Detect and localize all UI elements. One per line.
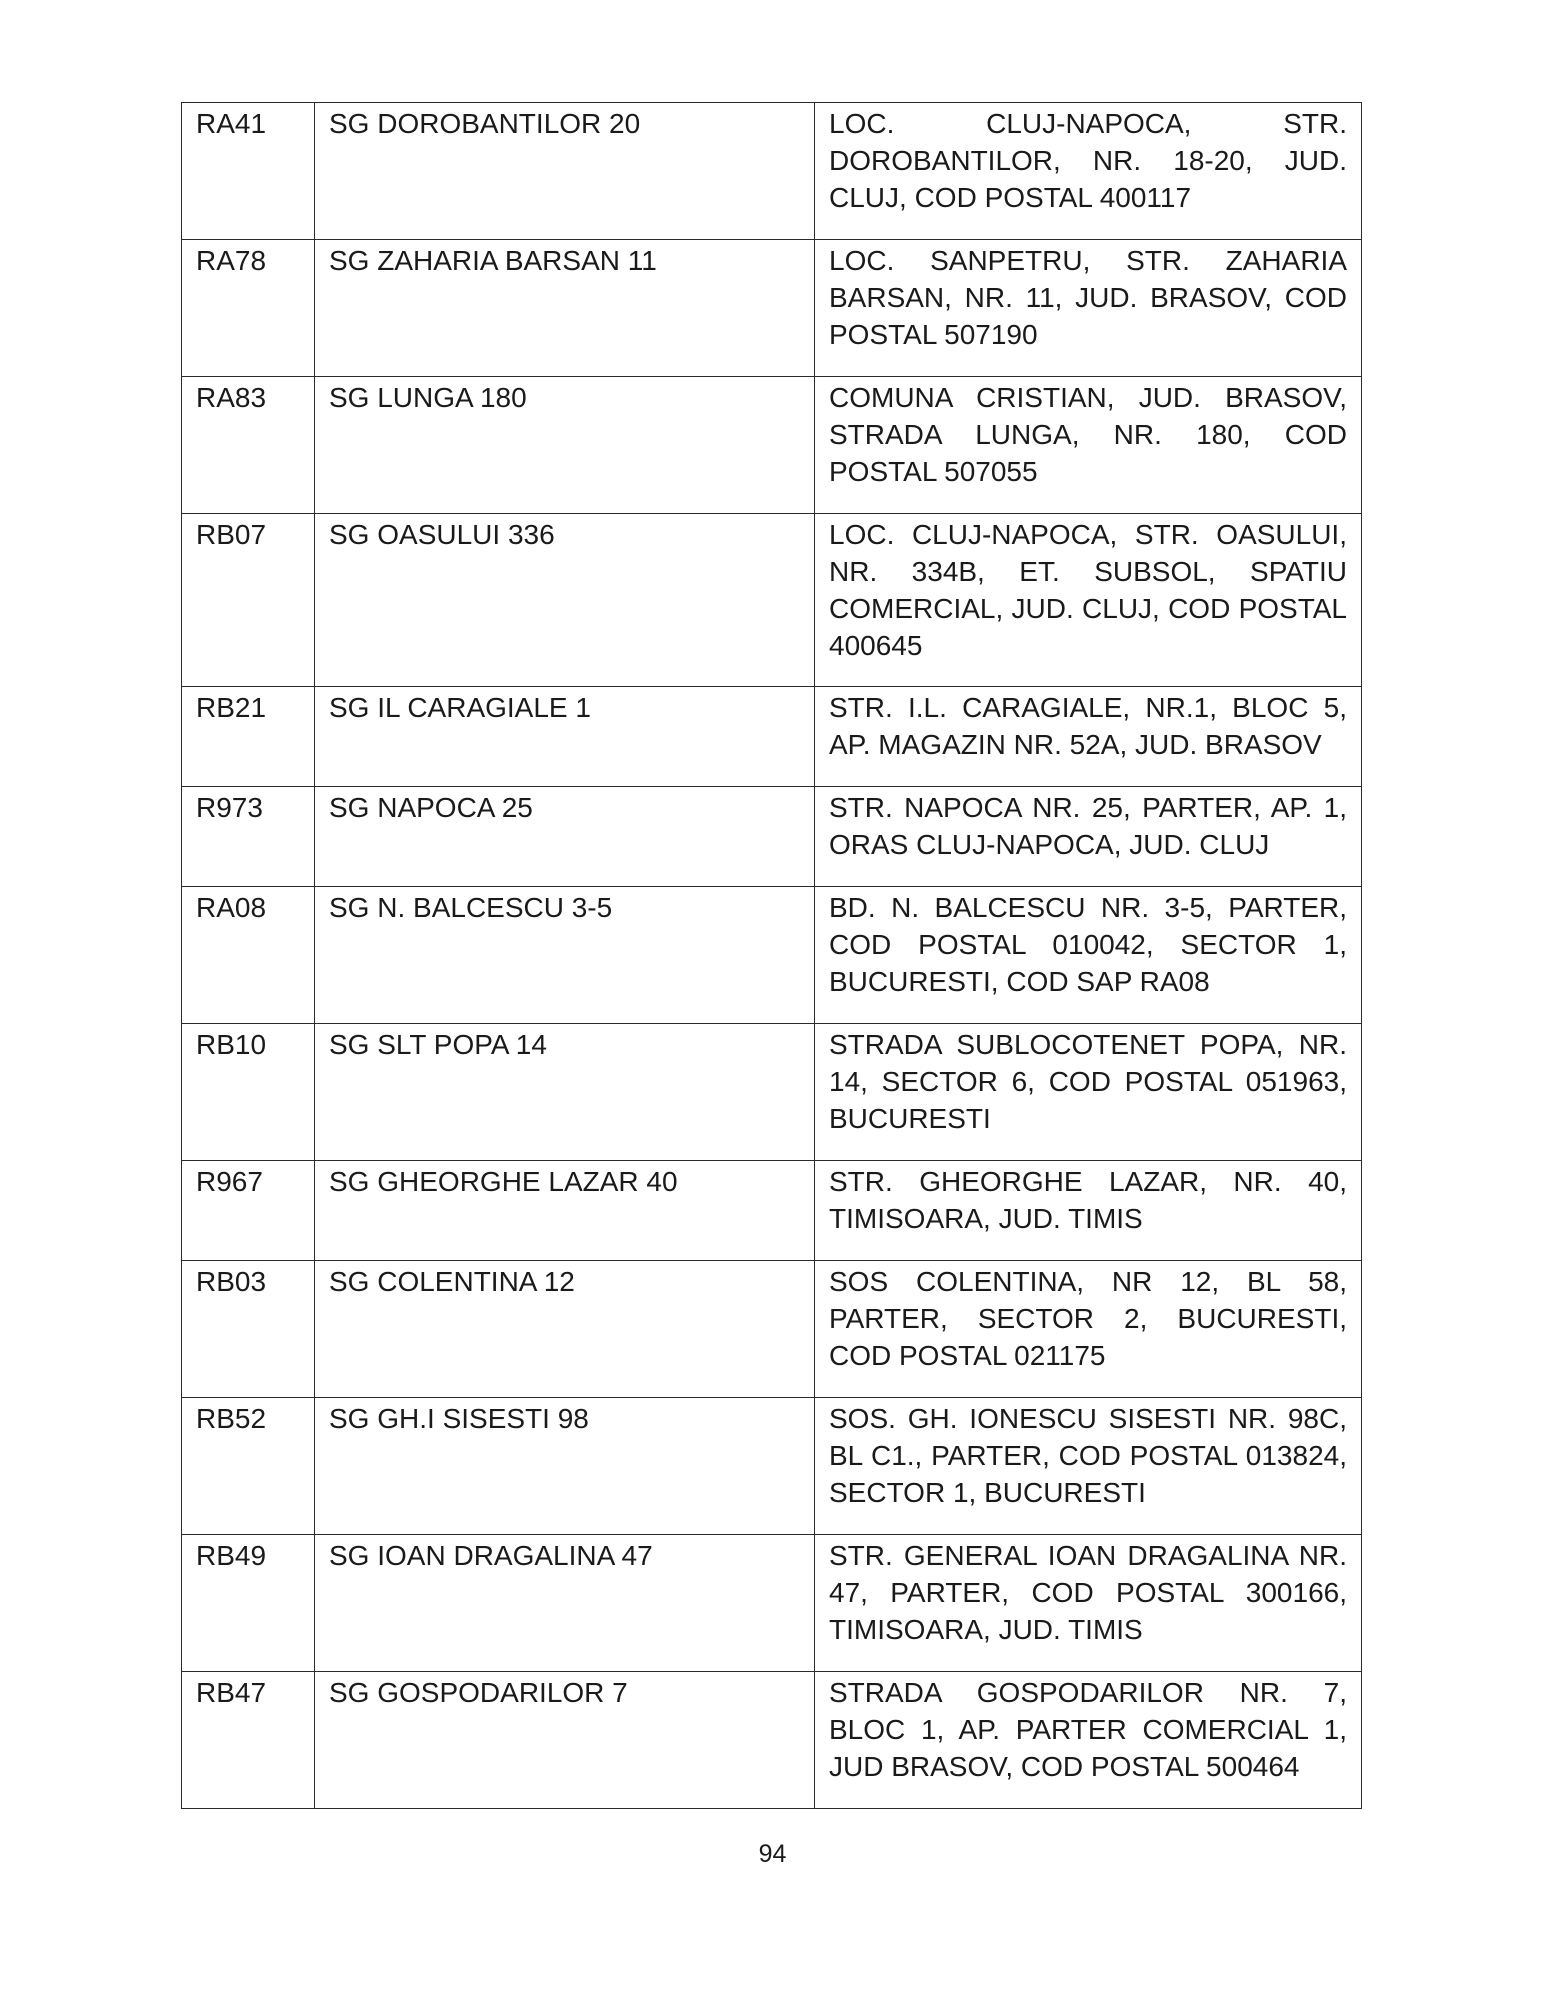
table-row — [182, 1535, 1362, 1672]
branch-name-cell: SG GOSPODARILOR 7 — [315, 1672, 815, 1809]
branch-code-cell: R967 — [182, 1161, 315, 1261]
branch-address-cell: SOS COLENTINA, NR 12, BL 58, PARTER, SECTOR 2, BUCURESTI, COD POSTAL 021175 — [815, 1261, 1362, 1398]
branch-address-cell: LOC. CLUJ-NAPOCA, STR. DOROBANTILOR, NR. 18-20, JUD. CLUJ, COD POSTAL 400117 — [815, 103, 1362, 240]
branch-address-cell: COMUNA CRISTIAN, JUD. BRASOV, STRADA LUNGA, NR. 180, COD POSTAL 507055 — [815, 377, 1362, 514]
branch-code-cell: RB03 — [182, 1261, 315, 1398]
table-row — [182, 240, 1362, 377]
branch-code-cell: RB49 — [182, 1535, 315, 1672]
branch-name-cell: SG GHEORGHE LAZAR 40 — [315, 1161, 815, 1261]
branch-address-cell: BD. N. BALCESCU NR. 3-5, PARTER, COD POSTAL 010042, SECTOR 1, BUCURESTI, COD SAP RA08 — [815, 887, 1362, 1024]
branch-address-cell: STR. GENERAL IOAN DRAGALINA NR. 47, PARTER, COD POSTAL 300166, TIMISOARA, JUD. TIMIS — [815, 1535, 1362, 1672]
branch-code-cell: RB10 — [182, 1024, 315, 1161]
table-row — [182, 1261, 1362, 1398]
branch-address-cell: STR. GHEORGHE LAZAR, NR. 40, TIMISOARA, JUD. TIMIS — [815, 1161, 1362, 1261]
branch-address-cell: STR. NAPOCA NR. 25, PARTER, AP. 1, ORAS CLUJ-NAPOCA, JUD. CLUJ — [815, 787, 1362, 887]
branch-address-cell: STRADA SUBLOCOTENET POPA, NR. 14, SECTOR 6, COD POSTAL 051963, BUCURESTI — [815, 1024, 1362, 1161]
branch-name-cell: SG ZAHARIA BARSAN 11 — [315, 240, 815, 377]
branch-code-cell: RA08 — [182, 887, 315, 1024]
branch-code-cell: RB52 — [182, 1398, 315, 1535]
branch-name-cell: SG LUNGA 180 — [315, 377, 815, 514]
branch-name-cell: SG N. BALCESCU 3-5 — [315, 887, 815, 1024]
table-row — [182, 687, 1362, 787]
branch-code-cell: RB47 — [182, 1672, 315, 1809]
table-row — [182, 377, 1362, 514]
table-row — [182, 1398, 1362, 1535]
branch-name-cell: SG SLT POPA 14 — [315, 1024, 815, 1161]
branch-code-cell: RA78 — [182, 240, 315, 377]
table-row — [182, 1672, 1362, 1809]
table-row — [182, 514, 1362, 687]
page-number: 94 — [758, 1840, 787, 1868]
branch-address-table — [181, 102, 1362, 1809]
branch-address-cell: LOC. SANPETRU, STR. ZAHARIA BARSAN, NR. 11, JUD. BRASOV, COD POSTAL 507190 — [815, 240, 1362, 377]
branch-name-cell: SG IL CARAGIALE 1 — [315, 687, 815, 787]
table-row — [182, 1161, 1362, 1261]
branch-name-cell: SG COLENTINA 12 — [315, 1261, 815, 1398]
branch-name-cell: SG IOAN DRAGALINA 47 — [315, 1535, 815, 1672]
branch-address-cell: STR. I.L. CARAGIALE, NR.1, BLOC 5, AP. MAGAZIN NR. 52A, JUD. BRASOV — [815, 687, 1362, 787]
branch-code-cell: R973 — [182, 787, 315, 887]
branch-name-cell: SG OASULUI 336 — [315, 514, 815, 687]
branch-name-cell: SG DOROBANTILOR 20 — [315, 103, 815, 240]
branch-code-cell: RA41 — [182, 103, 315, 240]
table-row — [182, 887, 1362, 1024]
branch-address-cell: STRADA GOSPODARILOR NR. 7, BLOC 1, AP. PARTER COMERCIAL 1, JUD BRASOV, COD POSTAL 500464 — [815, 1672, 1362, 1809]
branch-code-cell: RB07 — [182, 514, 315, 687]
table-row — [182, 1024, 1362, 1161]
table-row — [182, 787, 1362, 887]
branch-name-cell: SG NAPOCA 25 — [315, 787, 815, 887]
branch-code-cell: RB21 — [182, 687, 315, 787]
branch-code-cell: RA83 — [182, 377, 315, 514]
branch-address-cell: LOC. CLUJ-NAPOCA, STR. OASULUI, NR. 334B, ET. SUBSOL, SPATIU COMERCIAL, JUD. CLUJ, COD POSTAL 400645 — [815, 514, 1362, 687]
branch-address-cell: SOS. GH. IONESCU SISESTI NR. 98C, BL C1., PARTER, COD POSTAL 013824, SECTOR 1, BUCURESTI — [815, 1398, 1362, 1535]
branch-name-cell: SG GH.I SISESTI 98 — [315, 1398, 815, 1535]
table-row — [182, 103, 1362, 240]
